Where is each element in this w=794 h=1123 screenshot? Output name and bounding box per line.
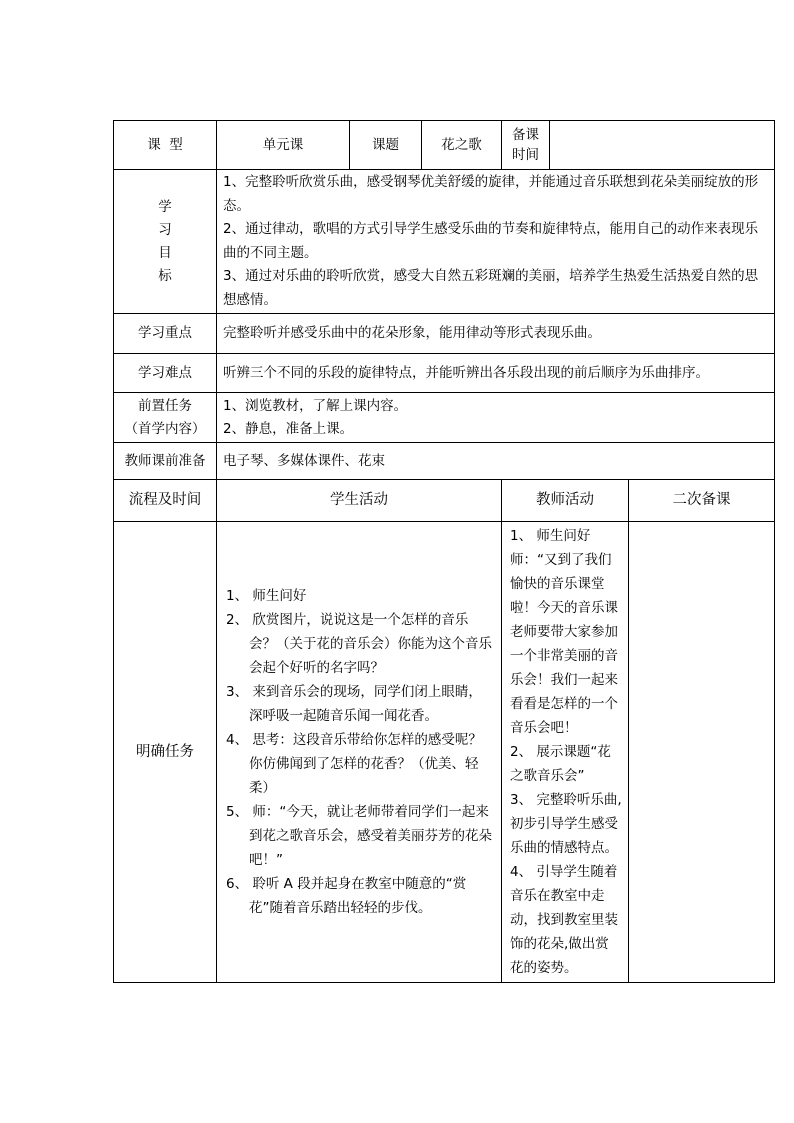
list-item: 2、 欣赏图片，说说这是一个怎样的音乐会？（关于花的音乐会）你能为这个音乐会起个好听的名字吗？ <box>226 612 492 676</box>
type-label: 课 型 <box>114 121 217 170</box>
student-activity <box>217 522 502 983</box>
teacher-activity <box>502 522 629 983</box>
list-item: 4、 思考：这段音乐带给你怎样的感受呢？你仿佛闻到了怎样的花香？（优美、轻柔） <box>226 732 482 796</box>
prep-time-label: 备课 时间 <box>502 121 550 170</box>
teacher-prep-row <box>114 443 775 480</box>
difficulty-text: 听辨三个不同的乐段的旋律特点，并能听辨出各乐段出现的前后顺序为乐曲排序。 <box>217 354 775 393</box>
header-row <box>114 121 775 170</box>
list-item: 3、 完整聆听乐曲,初步引导学生感受乐曲的情感特点。 <box>510 792 622 856</box>
goal-item: 1、完整聆听欣赏乐曲，感受钢琴优美舒缓的旋律，并能通过音乐联想到花朵美丽绽放的形态。 <box>223 174 759 214</box>
list-item: 4、 引导学生随着音乐在教室中走动，找到教室里装饰的花朵,做出赏花的姿势。 <box>510 864 618 976</box>
process-header-row <box>114 480 775 522</box>
goals-content <box>217 170 775 314</box>
process-header-second-prep: 二次备课 <box>629 480 775 522</box>
process-header-stage: 流程及时间 <box>114 480 217 522</box>
goals-label: 学 习 目 标 <box>114 170 217 314</box>
pre-task-content <box>217 393 775 443</box>
difficulty-row <box>114 354 775 393</box>
goals-row <box>114 170 775 314</box>
difficulty-label: 学习难点 <box>114 354 217 393</box>
prep-time-value <box>550 121 775 170</box>
topic-value: 花之歌 <box>422 121 502 170</box>
lesson-plan-table <box>113 120 775 983</box>
teacher-prep-label: 教师课前准备 <box>114 443 217 480</box>
focus-text: 完整聆听并感受乐曲中的花朵形象，能用律动等形式表现乐曲。 <box>217 314 775 354</box>
type-value: 单元课 <box>217 121 350 170</box>
second-prep-cell <box>629 522 775 983</box>
process-stage: 明确任务 <box>114 522 217 983</box>
process-header-teacher: 教师活动 <box>502 480 629 522</box>
list-item: 5、 师：“今天，就让老师带着同学们一起来到花之歌音乐会，感受着美丽芬芳的花朵吧！” <box>226 804 492 868</box>
list-item: 2、 展示课题“花之歌音乐会” <box>510 744 611 784</box>
list-item: 1、 师生问好 <box>226 588 307 604</box>
goal-item: 2、通过律动，歌唱的方式引导学生感受乐曲的节奏和旋律特点，能用自己的动作来表现乐曲的不同主题。 <box>223 221 759 261</box>
process-header-student: 学生活动 <box>217 480 502 522</box>
teacher-prep-text: 电子琴、多媒体课件、花束 <box>217 443 775 480</box>
process-row <box>114 522 775 983</box>
focus-row <box>114 314 775 354</box>
pre-task-label: 前置任务 （首学内容） <box>114 393 217 443</box>
pre-task-row <box>114 393 775 443</box>
topic-label: 课题 <box>350 121 422 170</box>
pre-task-item: 2、静息，准备上课。 <box>223 420 354 437</box>
list-item: 1、 师生问好 <box>510 528 591 544</box>
pre-task-item: 1、浏览教材，了解上课内容。 <box>223 397 408 414</box>
goal-item: 3、通过对乐曲的聆听欣赏，感受大自然五彩斑斓的美丽，培养学生热爱生活热爱自然的思想感情。 <box>223 268 759 308</box>
list-item: 6、 聆听 A 段并起身在教室中随意的“赏花”随着音乐踏出轻轻的步伐。 <box>226 876 467 916</box>
list-item: 师：“又到了我们愉快的音乐课堂啦！今天的音乐课老师要带大家参加一个非常美丽的音乐会！我们一起来看看是怎样的一个音乐会吧！ <box>510 552 618 736</box>
student-activity-list <box>226 584 495 920</box>
focus-label: 学习重点 <box>114 314 217 354</box>
list-item: 3、 来到音乐会的现场，同学们闭上眼睛，深呼吸一起随音乐闻一闻花香。 <box>226 684 482 724</box>
teacher-activity-list <box>510 524 622 980</box>
